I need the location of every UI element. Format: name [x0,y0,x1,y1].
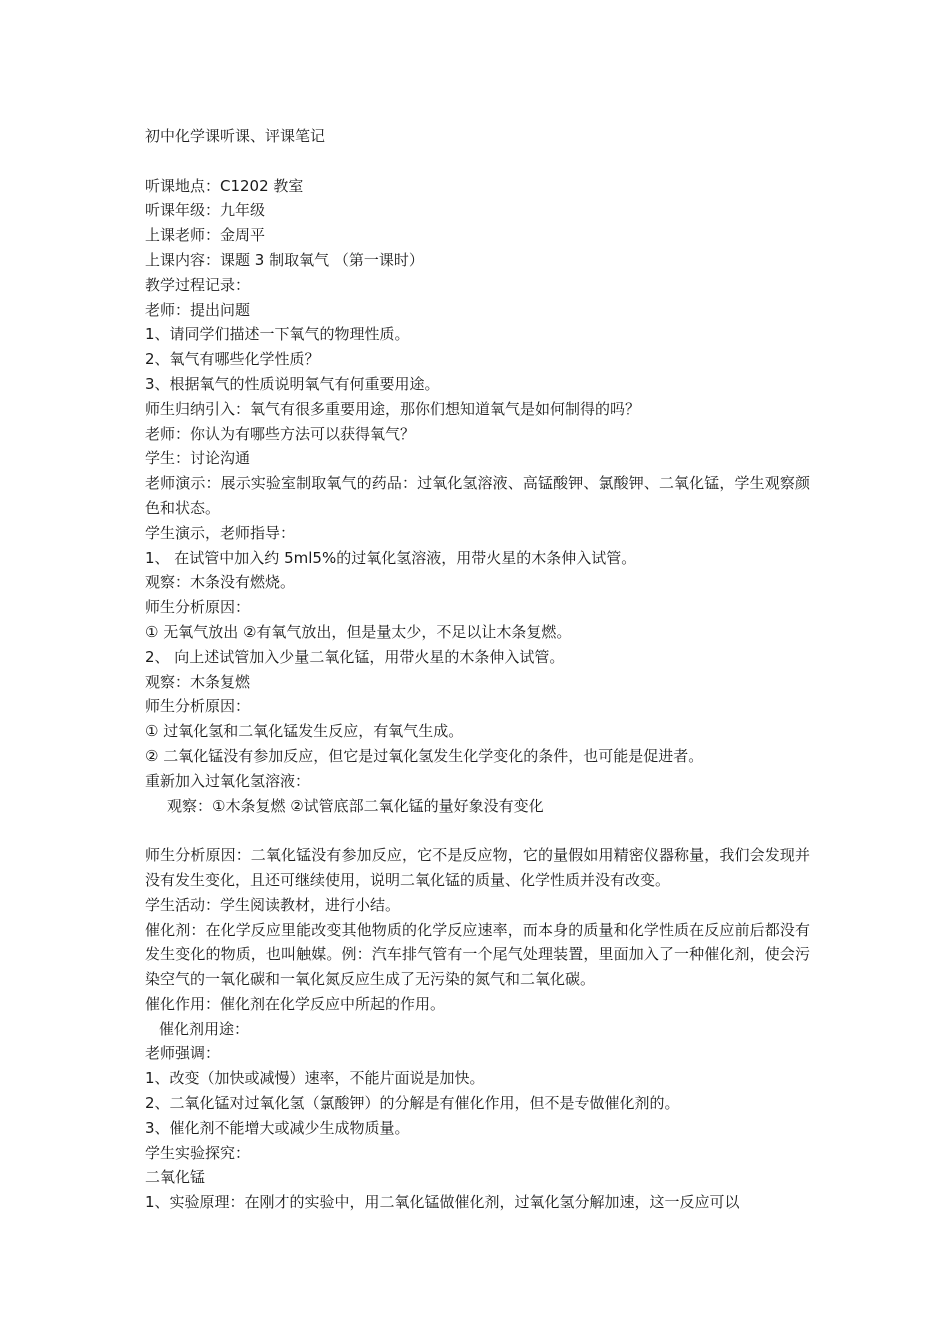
text-line: ② 二氧化锰没有参加反应，但它是过氧化氢发生化学变化的条件，也可能是促进者。 [145,746,704,765]
document-title: 初中化学课听课、评课笔记 [145,127,326,145]
info-location: 听课地点：C1202 教室 [145,176,304,195]
text-line: 老师强调： [145,1044,221,1063]
text-line: 催化作用：催化剂在化学反应中所起的作用。 [145,994,446,1013]
text-line: 学生实验探究： [145,1143,251,1162]
text-line: 1、请同学们描述一下氧气的物理性质。 [145,325,410,344]
text-line: 催化剂用途： [159,1019,250,1038]
info-teacher: 上课老师：金周平 [145,226,266,245]
text-line: 师生分析原因： [145,598,251,617]
info-grade: 听课年级：九年级 [145,201,266,220]
text-line: 师生分析原因： [145,697,251,716]
text-line: 2、二氧化锰对过氧化氢（氯酸钾）的分解是有催化作用，但不是专做催化剂的。 [145,1094,680,1113]
text-line: ① 无氧气放出 ②有氧气放出，但是量太少，不足以让木条复燃。 [145,622,572,641]
text-line: 1、 在试管中加入约 5ml5%的过氧化氢溶液，用带火星的木条伸入试管。 [145,548,637,567]
text-line: 2、 向上述试管加入少量二氧化锰，用带火星的木条伸入试管。 [145,647,565,666]
document-body [145,124,810,1215]
text-line: 观察：木条没有燃烧。 [145,573,296,592]
text-paragraph: 催化剂：在化学反应里能改变其他物质的化学反应速率，而本身的质量和化学性质在反应前后都没有发生变化的物质，也叫触媒。例：汽车排气管有一个尾气处理装置，里面加入了一种催化剂，使会污染空气的一氧化碳和一氧化氮反应生成了无污染的氮气和二氧化碳。 [145,920,810,989]
text-line: 重新加入过氧化氢溶液： [145,771,311,790]
text-paragraph: 老师演示：展示实验室制取氧气的药品：过氧化氢溶液、高锰酸钾、氯酸钾、二氧化锰，学生观察颜色和状态。 [145,474,810,517]
blank-line [145,149,810,174]
text-line: 师生归纳引入：氧气有很多重要用途，那你们想知道氧气是如何制得的吗？ [145,399,641,418]
text-line: 3、根据氧气的性质说明氧气有何重要用途。 [145,374,440,393]
text-line: 1、实验原理：在刚才的实验中，用二氧化锰做催化剂，过氧化氢分解加速，这一反应可以 [145,1193,740,1212]
blank-line [145,818,810,843]
text-line: 1、改变（加快或减慢）速率，不能片面说是加快。 [145,1069,485,1088]
text-line: 老师：提出问题 [145,300,251,319]
text-line: 2、氧气有哪些化学性质？ [145,350,320,369]
text-line: 学生活动：学生阅读教材，进行小结。 [145,895,401,914]
text-paragraph: 师生分析原因：二氧化锰没有参加反应，它不是反应物，它的量假如用精密仪器称量，我们会发现并没有发生变化，且还可继续使用，说明二氧化锰的质量、化学性质并没有改变。 [145,846,810,889]
text-line: 观察：①木条复燃 ②试管底部二氧化锰的量好象没有变化 [167,796,544,815]
text-line: 学生：讨论沟通 [145,449,251,468]
text-line: 学生演示，老师指导： [145,523,296,542]
text-line: 老师：你认为有哪些方法可以获得氧气？ [145,424,416,443]
info-content: 上课内容：课题 3 制取氧气 （第一课时） [145,250,424,269]
text-line: 二氧化锰 [145,1168,206,1187]
section-heading: 教学过程记录： [145,275,251,294]
text-line: 观察：木条复燃 [145,672,251,691]
text-line: ① 过氧化氢和二氧化锰发生反应，有氧气生成。 [145,722,464,741]
text-line: 3、催化剂不能增大或减少生成物质量。 [145,1118,410,1137]
